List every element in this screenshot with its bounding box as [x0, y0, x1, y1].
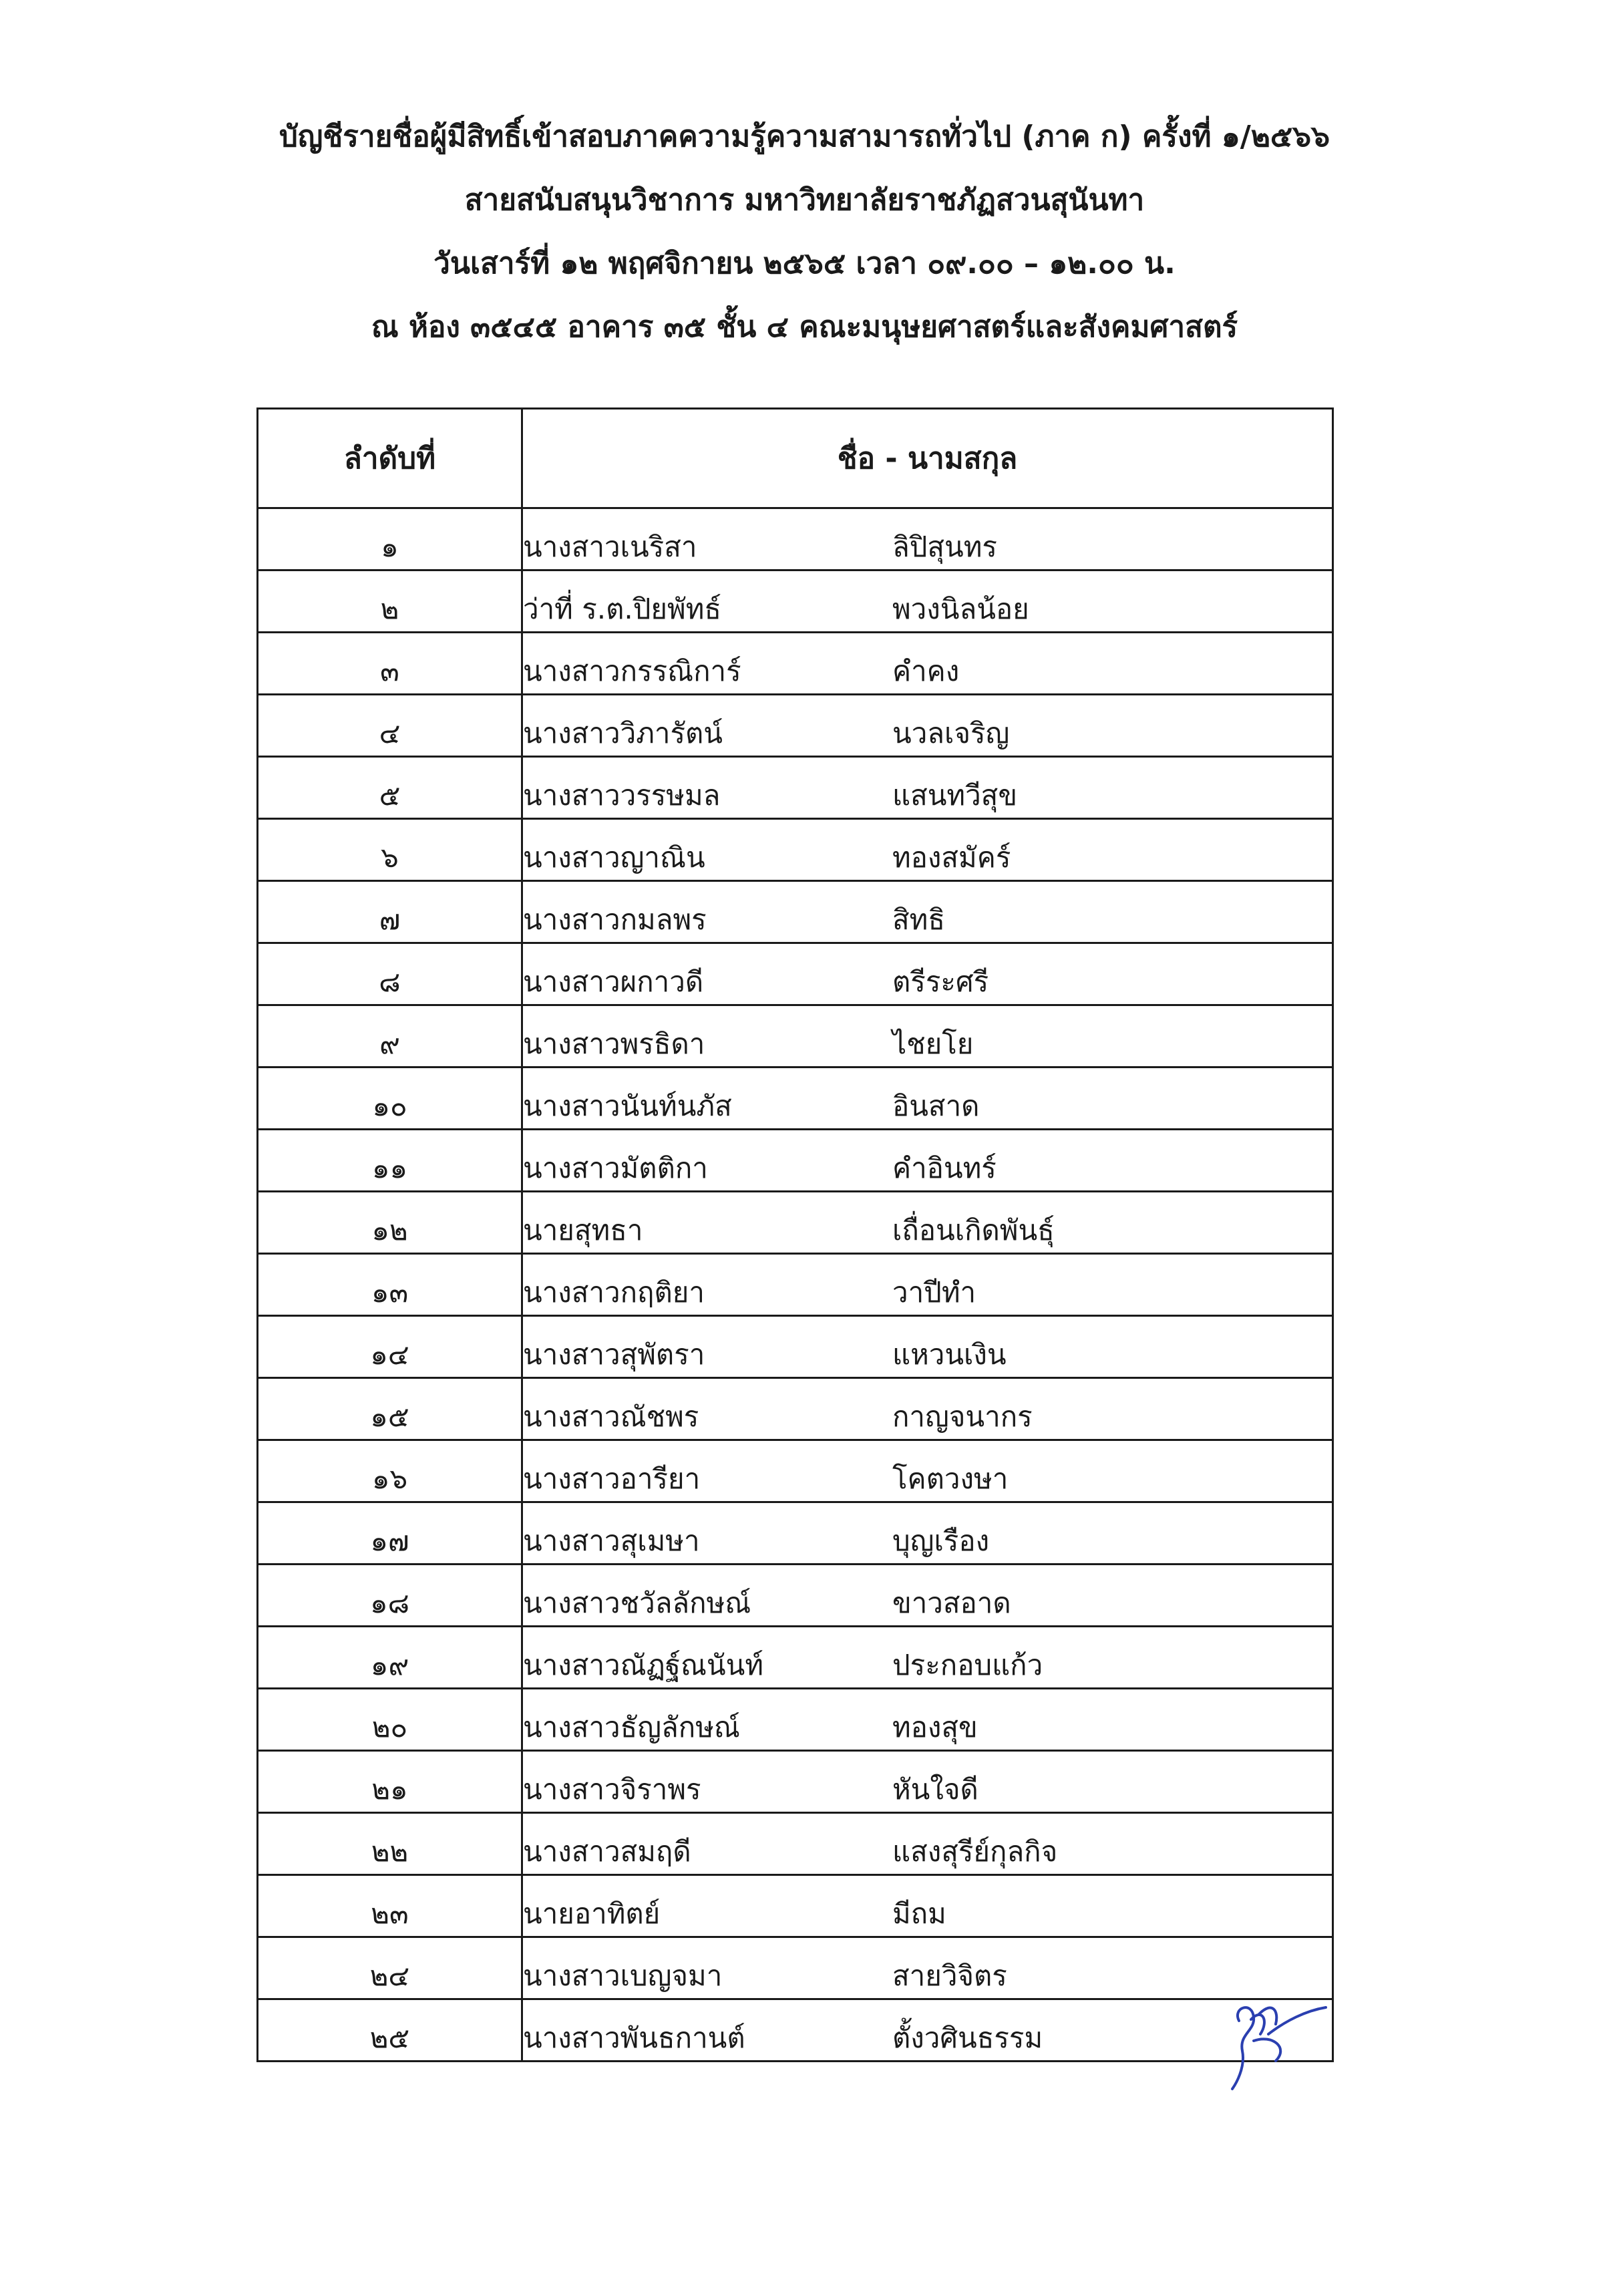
row-first-name: นางสาวสมฤดี: [523, 1835, 691, 1868]
row-last-name: ทองสุข: [892, 1711, 978, 1744]
row-full-name: [522, 1068, 1333, 1130]
row-last-name: ตรีระศรี: [892, 965, 989, 998]
row-order-no: ๑๔: [258, 1316, 522, 1378]
row-last-name: แสงสุรีย์กุลกิจ: [892, 1835, 1058, 1868]
row-last-name: กาญจนากร: [892, 1400, 1033, 1433]
row-order-no: ๗: [258, 881, 522, 943]
row-last-name: ทองสมัคร์: [892, 841, 1011, 874]
row-last-name: บุญเรือง: [892, 1524, 990, 1557]
header-full-name: ชื่อ - นามสกุล: [522, 409, 1333, 508]
table-row: [258, 943, 1333, 1005]
row-first-name: นางสาวณัชพร: [523, 1400, 699, 1433]
table-row: [258, 881, 1333, 943]
row-last-name: นวลเจริญ: [892, 717, 1010, 750]
row-full-name: [522, 1937, 1333, 1999]
table-row: [258, 1378, 1333, 1440]
row-full-name: [522, 1751, 1333, 1813]
table-row: [258, 1689, 1333, 1751]
row-last-name: สิทธิ: [892, 903, 945, 936]
row-first-name: นางสาวพันธกานต์: [523, 2021, 745, 2054]
row-first-name: นางสาวเนริสา: [523, 530, 697, 563]
row-order-no: ๒๓: [258, 1875, 522, 1937]
row-full-name: [522, 1627, 1333, 1689]
row-last-name: แหวนเงิน: [892, 1338, 1007, 1371]
row-last-name: อินสาด: [892, 1090, 980, 1122]
row-full-name: [522, 508, 1333, 570]
row-order-no: ๘: [258, 943, 522, 1005]
row-last-name: คำอินทร์: [892, 1152, 997, 1184]
table-row: [258, 757, 1333, 819]
document-subtitle-location: ณ ห้อง ๓๕๔๕ อาคาร ๓๕ ชั้น ๔ คณะมนุษยศาสตร์และสังคมศาสตร์: [371, 310, 1238, 344]
row-order-no: ๑๖: [258, 1440, 522, 1502]
header-order-no: ลำดับที่: [258, 409, 522, 508]
row-order-no: ๒๑: [258, 1751, 522, 1813]
row-order-no: ๑๗: [258, 1502, 522, 1565]
row-order-no: ๑๙: [258, 1627, 522, 1689]
row-full-name: [522, 1316, 1333, 1378]
row-first-name: นางสาวสุพัตรา: [523, 1338, 705, 1371]
row-order-no: ๒๐: [258, 1689, 522, 1751]
document-subtitle-datetime: วันเสาร์ที่ ๑๒ พฤศจิกายน ๒๕๖๕ เวลา ๐๙.๐๐ – ๑๒.๐๐ น.: [433, 247, 1176, 281]
row-first-name: นางสาวญาณิน: [523, 841, 705, 874]
row-last-name: ไชยโย: [892, 1027, 974, 1060]
row-order-no: ๒๒: [258, 1813, 522, 1875]
row-full-name: [522, 1875, 1333, 1937]
row-full-name: [522, 1378, 1333, 1440]
row-last-name: หันใจดี: [892, 1773, 978, 1806]
table-row: [258, 1130, 1333, 1192]
row-full-name: [522, 1689, 1333, 1751]
row-order-no: ๕: [258, 757, 522, 819]
table-row: [258, 633, 1333, 695]
row-order-no: ๑: [258, 508, 522, 570]
row-last-name: เถื่อนเกิดพันธุ์: [892, 1214, 1055, 1247]
table-row: [258, 570, 1333, 633]
row-last-name: สายวิจิตร: [892, 1959, 1007, 1992]
row-last-name: คำคง: [892, 655, 960, 687]
table-row: [258, 508, 1333, 570]
row-first-name: นายสุทธา: [523, 1214, 643, 1247]
row-full-name: [522, 819, 1333, 881]
row-first-name: นางสาวสุเมษา: [523, 1524, 700, 1557]
document-title: บัญชีรายชื่อผู้มีสิทธิ์เข้าสอบภาคความรู้ความสามารถทั่วไป (ภาค ก) ครั้งที่ ๑/๒๕๖๖: [279, 120, 1330, 154]
document-subtitle-division: สายสนับสนุนวิชาการ มหาวิทยาลัยราชภัฏสวนสุนันทา: [464, 183, 1145, 217]
row-full-name: [522, 1813, 1333, 1875]
row-last-name: ประกอบแก้ว: [892, 1649, 1043, 1681]
row-order-no: ๑๑: [258, 1130, 522, 1192]
table-body: [258, 508, 1333, 2062]
document-header: [0, 120, 1609, 374]
row-last-name: วาปีทำ: [892, 1276, 976, 1309]
table-row: [258, 1005, 1333, 1068]
row-first-name: นางสาวอารียา: [523, 1462, 701, 1495]
row-last-name: มีถม: [892, 1897, 946, 1930]
row-last-name: โคตวงษา: [892, 1462, 1009, 1495]
row-order-no: ๒๔: [258, 1937, 522, 1999]
row-first-name: นางสาวกมลพร: [523, 903, 707, 936]
row-last-name: ขาวสอาด: [892, 1587, 1011, 1619]
row-first-name: นางสาวจิราพร: [523, 1773, 701, 1806]
row-full-name: [522, 1192, 1333, 1254]
table-header-row: [258, 409, 1333, 508]
row-full-name: [522, 881, 1333, 943]
row-order-no: ๑๕: [258, 1378, 522, 1440]
row-first-name: นางสาวธัญลักษณ์: [523, 1711, 740, 1744]
row-full-name: [522, 570, 1333, 633]
row-last-name: แสนทวีสุข: [892, 779, 1018, 812]
candidate-table: [256, 407, 1334, 2062]
table-row: [258, 1627, 1333, 1689]
row-first-name: นางสาววิภารัตน์: [523, 717, 723, 750]
row-order-no: ๑๐: [258, 1068, 522, 1130]
row-full-name: [522, 1254, 1333, 1316]
row-full-name: [522, 1005, 1333, 1068]
row-first-name: นางสาววรรษมล: [523, 779, 721, 812]
row-order-no: ๒: [258, 570, 522, 633]
row-order-no: ๖: [258, 819, 522, 881]
table-row: [258, 1316, 1333, 1378]
row-full-name: [522, 1565, 1333, 1627]
row-first-name: ว่าที่ ร.ต.ปิยพัทธ์: [523, 593, 722, 625]
table-row: [258, 1565, 1333, 1627]
row-full-name: [522, 1502, 1333, 1565]
row-order-no: ๑๘: [258, 1565, 522, 1627]
row-order-no: ๙: [258, 1005, 522, 1068]
row-last-name: ลิปิสุนทร: [892, 530, 997, 563]
row-first-name: นางสาวกรรณิการ์: [523, 655, 741, 687]
table-row: [258, 1937, 1333, 1999]
table-row: [258, 1999, 1333, 2062]
row-full-name: [522, 1130, 1333, 1192]
row-first-name: นางสาวณัฏฐ์ณนันท์: [523, 1649, 764, 1681]
table-row: [258, 1813, 1333, 1875]
table-row: [258, 695, 1333, 757]
table-row: [258, 819, 1333, 881]
row-order-no: ๔: [258, 695, 522, 757]
row-first-name: นางสาวผกาวดี: [523, 965, 704, 998]
row-full-name: [522, 633, 1333, 695]
row-order-no: ๑๒: [258, 1192, 522, 1254]
row-full-name: [522, 1440, 1333, 1502]
row-first-name: นางสาวมัตติกา: [523, 1152, 708, 1184]
row-first-name: นางสาวนันท์นภัส: [523, 1090, 732, 1122]
table-row: [258, 1192, 1333, 1254]
table-row: [258, 1254, 1333, 1316]
row-first-name: นางสาวเบญจมา: [523, 1959, 723, 1992]
table-row: [258, 1502, 1333, 1565]
signature-mark: [1212, 1994, 1332, 2094]
table-row: [258, 1875, 1333, 1937]
table-row: [258, 1068, 1333, 1130]
row-first-name: นางสาวพรธิดา: [523, 1027, 705, 1060]
row-order-no: ๒๕: [258, 1999, 522, 2062]
row-full-name: [522, 695, 1333, 757]
row-first-name: นางสาวชวัลลักษณ์: [523, 1587, 751, 1619]
row-last-name: พวงนิลน้อย: [892, 593, 1029, 625]
row-first-name: นางสาวกฤติยา: [523, 1276, 705, 1309]
row-full-name: [522, 757, 1333, 819]
row-order-no: ๑๓: [258, 1254, 522, 1316]
table-row: [258, 1440, 1333, 1502]
row-last-name: ตั้งวศินธรรม: [892, 2021, 1043, 2054]
row-full-name: [522, 943, 1333, 1005]
table-row: [258, 1751, 1333, 1813]
row-order-no: ๓: [258, 633, 522, 695]
row-first-name: นายอาทิตย์: [523, 1897, 661, 1930]
row-full-name: [522, 1999, 1333, 2062]
